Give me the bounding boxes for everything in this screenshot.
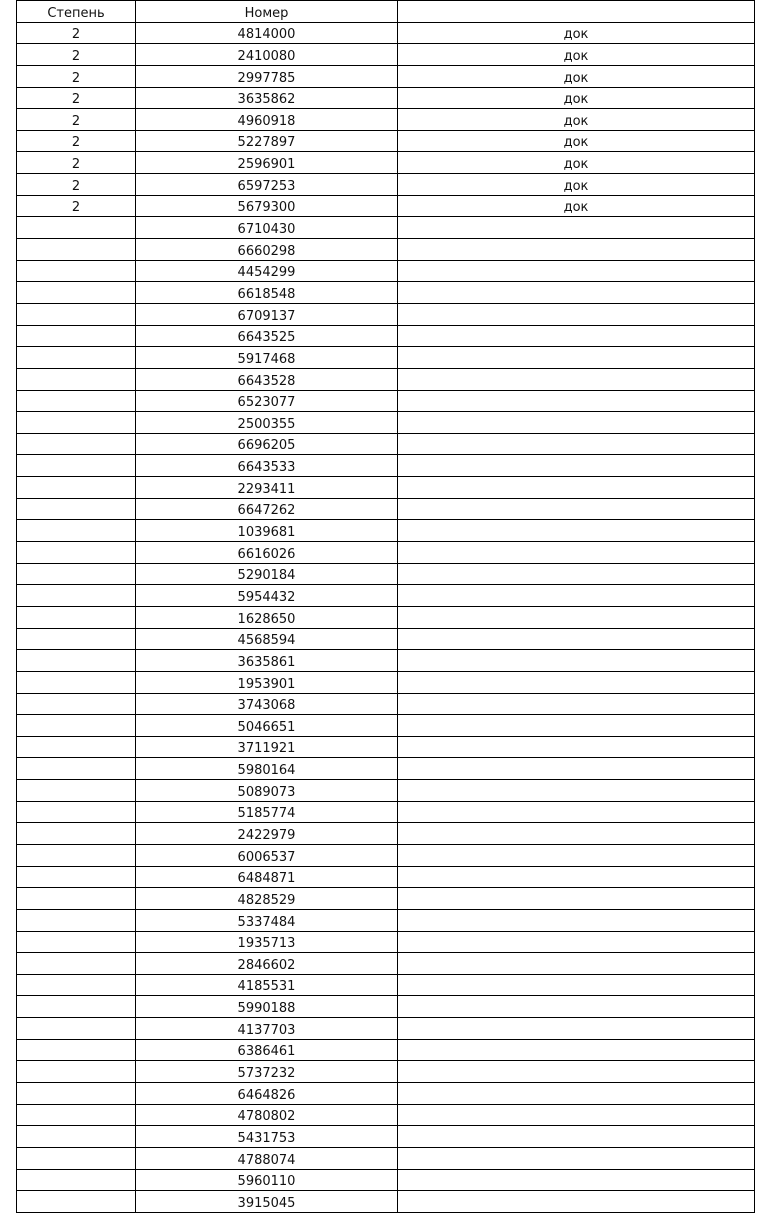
table-row xyxy=(17,931,755,953)
table-row xyxy=(17,909,755,931)
cell-degree xyxy=(17,260,136,282)
cell-note xyxy=(398,325,755,347)
cell-number: 6660298 xyxy=(136,239,398,261)
cell-number: 1039681 xyxy=(136,520,398,542)
cell-note xyxy=(398,823,755,845)
cell-number: 4137703 xyxy=(136,1018,398,1040)
table-row xyxy=(17,715,755,737)
cell-degree xyxy=(17,1039,136,1061)
table-row xyxy=(17,563,755,585)
cell-degree xyxy=(17,1018,136,1040)
cell-degree xyxy=(17,303,136,325)
cell-note xyxy=(398,303,755,325)
cell-degree xyxy=(17,628,136,650)
table-row xyxy=(17,671,755,693)
cell-number: 6709137 xyxy=(136,303,398,325)
cell-note xyxy=(398,780,755,802)
cell-number: 6484871 xyxy=(136,866,398,888)
table-row xyxy=(17,628,755,650)
table-row xyxy=(17,260,755,282)
cell-degree xyxy=(17,412,136,434)
table-row xyxy=(17,844,755,866)
table-row xyxy=(17,953,755,975)
table-row xyxy=(17,585,755,607)
cell-degree xyxy=(17,542,136,564)
cell-number: 6006537 xyxy=(136,844,398,866)
cell-number: 6710430 xyxy=(136,217,398,239)
header-row xyxy=(17,1,755,23)
cell-number: 2500355 xyxy=(136,412,398,434)
cell-note xyxy=(398,931,755,953)
table-row xyxy=(17,1147,755,1169)
cell-number: 4814000 xyxy=(136,22,398,44)
table-row xyxy=(17,888,755,910)
cell-degree xyxy=(17,931,136,953)
cell-number: 6386461 xyxy=(136,1039,398,1061)
cell-note: док xyxy=(398,65,755,87)
table-row xyxy=(17,303,755,325)
table-row xyxy=(17,1039,755,1061)
cell-degree xyxy=(17,1083,136,1105)
cell-degree xyxy=(17,801,136,823)
cell-number: 1628650 xyxy=(136,606,398,628)
cell-note xyxy=(398,1169,755,1191)
cell-note xyxy=(398,888,755,910)
table-row xyxy=(17,1083,755,1105)
table-row xyxy=(17,195,755,217)
cell-note xyxy=(398,347,755,369)
cell-number: 2293411 xyxy=(136,477,398,499)
cell-note xyxy=(398,1039,755,1061)
cell-degree xyxy=(17,606,136,628)
cell-number: 5980164 xyxy=(136,758,398,780)
table-row xyxy=(17,736,755,758)
cell-degree xyxy=(17,1169,136,1191)
table-row xyxy=(17,498,755,520)
cell-degree xyxy=(17,780,136,802)
cell-number: 6643533 xyxy=(136,455,398,477)
cell-note xyxy=(398,498,755,520)
table-row xyxy=(17,650,755,672)
cell-degree xyxy=(17,585,136,607)
cell-number: 5917468 xyxy=(136,347,398,369)
cell-number: 6643525 xyxy=(136,325,398,347)
cell-note: док xyxy=(398,109,755,131)
cell-note: док xyxy=(398,87,755,109)
cell-degree xyxy=(17,758,136,780)
cell-degree xyxy=(17,1061,136,1083)
cell-degree xyxy=(17,217,136,239)
table-row xyxy=(17,542,755,564)
cell-degree xyxy=(17,477,136,499)
cell-degree: 2 xyxy=(17,22,136,44)
cell-number: 6647262 xyxy=(136,498,398,520)
table-row xyxy=(17,801,755,823)
cell-note xyxy=(398,455,755,477)
cell-note xyxy=(398,650,755,672)
cell-number: 1953901 xyxy=(136,671,398,693)
cell-degree xyxy=(17,866,136,888)
cell-note xyxy=(398,801,755,823)
cell-note xyxy=(398,390,755,412)
table-row xyxy=(17,412,755,434)
cell-degree xyxy=(17,693,136,715)
cell-number: 4185531 xyxy=(136,974,398,996)
cell-note xyxy=(398,909,755,931)
cell-number: 6643528 xyxy=(136,368,398,390)
cell-number: 6464826 xyxy=(136,1083,398,1105)
cell-number: 4828529 xyxy=(136,888,398,910)
cell-degree xyxy=(17,282,136,304)
cell-note xyxy=(398,1018,755,1040)
table-row xyxy=(17,1169,755,1191)
cell-degree: 2 xyxy=(17,152,136,174)
cell-number: 3711921 xyxy=(136,736,398,758)
cell-degree xyxy=(17,1104,136,1126)
cell-number: 5046651 xyxy=(136,715,398,737)
cell-degree xyxy=(17,433,136,455)
cell-number: 6618548 xyxy=(136,282,398,304)
cell-number: 5954432 xyxy=(136,585,398,607)
cell-degree xyxy=(17,325,136,347)
cell-degree xyxy=(17,390,136,412)
cell-number: 6696205 xyxy=(136,433,398,455)
cell-note xyxy=(398,433,755,455)
cell-note xyxy=(398,974,755,996)
cell-note: док xyxy=(398,130,755,152)
table-row xyxy=(17,433,755,455)
cell-degree xyxy=(17,844,136,866)
cell-number: 1935713 xyxy=(136,931,398,953)
cell-note xyxy=(398,217,755,239)
table-row xyxy=(17,455,755,477)
cell-degree xyxy=(17,498,136,520)
header-number: Номер xyxy=(136,1,398,23)
cell-degree xyxy=(17,347,136,369)
cell-note xyxy=(398,606,755,628)
cell-degree xyxy=(17,715,136,737)
table-row xyxy=(17,1126,755,1148)
cell-number: 5990188 xyxy=(136,996,398,1018)
cell-number: 5431753 xyxy=(136,1126,398,1148)
cell-degree: 2 xyxy=(17,44,136,66)
cell-degree: 2 xyxy=(17,87,136,109)
table-row xyxy=(17,44,755,66)
cell-number: 3635862 xyxy=(136,87,398,109)
table-row xyxy=(17,823,755,845)
cell-degree: 2 xyxy=(17,130,136,152)
cell-note xyxy=(398,368,755,390)
cell-number: 2410080 xyxy=(136,44,398,66)
cell-degree xyxy=(17,1147,136,1169)
cell-note: док xyxy=(398,152,755,174)
cell-number: 5960110 xyxy=(136,1169,398,1191)
table-row xyxy=(17,758,755,780)
cell-note xyxy=(398,477,755,499)
cell-degree xyxy=(17,650,136,672)
table-row xyxy=(17,325,755,347)
cell-degree xyxy=(17,974,136,996)
cell-number: 2422979 xyxy=(136,823,398,845)
cell-note xyxy=(398,996,755,1018)
table-row xyxy=(17,520,755,542)
cell-number: 5185774 xyxy=(136,801,398,823)
cell-degree xyxy=(17,888,136,910)
cell-number: 2846602 xyxy=(136,953,398,975)
cell-note xyxy=(398,844,755,866)
cell-degree xyxy=(17,239,136,261)
cell-note xyxy=(398,542,755,564)
cell-degree xyxy=(17,996,136,1018)
cell-note xyxy=(398,239,755,261)
table-row xyxy=(17,152,755,174)
cell-degree xyxy=(17,368,136,390)
cell-degree xyxy=(17,671,136,693)
cell-number: 2997785 xyxy=(136,65,398,87)
cell-degree xyxy=(17,909,136,931)
cell-number: 6597253 xyxy=(136,174,398,196)
table-row xyxy=(17,239,755,261)
cell-degree xyxy=(17,563,136,585)
cell-degree xyxy=(17,953,136,975)
table-row xyxy=(17,130,755,152)
cell-note: док xyxy=(398,22,755,44)
cell-number: 6616026 xyxy=(136,542,398,564)
cell-degree: 2 xyxy=(17,174,136,196)
cell-number: 4780802 xyxy=(136,1104,398,1126)
table-row xyxy=(17,1104,755,1126)
cell-degree: 2 xyxy=(17,195,136,217)
cell-note xyxy=(398,282,755,304)
table-row xyxy=(17,87,755,109)
table-row xyxy=(17,606,755,628)
cell-number: 3915045 xyxy=(136,1191,398,1213)
cell-degree xyxy=(17,736,136,758)
table-row xyxy=(17,996,755,1018)
cell-note xyxy=(398,1104,755,1126)
table-row xyxy=(17,22,755,44)
cell-degree xyxy=(17,1126,136,1148)
cell-number: 6523077 xyxy=(136,390,398,412)
table-row xyxy=(17,390,755,412)
table-row xyxy=(17,174,755,196)
cell-note xyxy=(398,520,755,542)
table-row xyxy=(17,109,755,131)
cell-note xyxy=(398,693,755,715)
cell-degree: 2 xyxy=(17,109,136,131)
header-note xyxy=(398,1,755,23)
table-row xyxy=(17,974,755,996)
cell-note xyxy=(398,671,755,693)
table-row xyxy=(17,1018,755,1040)
cell-note xyxy=(398,1147,755,1169)
cell-number: 5290184 xyxy=(136,563,398,585)
header-degree: Степень xyxy=(17,1,136,23)
cell-note xyxy=(398,585,755,607)
cell-degree xyxy=(17,1191,136,1213)
cell-note xyxy=(398,628,755,650)
table-body xyxy=(17,1,755,1213)
table-row xyxy=(17,693,755,715)
cell-note xyxy=(398,736,755,758)
cell-number: 4960918 xyxy=(136,109,398,131)
cell-degree xyxy=(17,455,136,477)
cell-note xyxy=(398,1191,755,1213)
cell-note: док xyxy=(398,174,755,196)
cell-number: 4454299 xyxy=(136,260,398,282)
records-table xyxy=(16,0,755,1213)
table-row xyxy=(17,1191,755,1213)
cell-note xyxy=(398,1126,755,1148)
table-row xyxy=(17,368,755,390)
table-row xyxy=(17,1061,755,1083)
table-row xyxy=(17,477,755,499)
cell-note xyxy=(398,866,755,888)
cell-number: 3635861 xyxy=(136,650,398,672)
cell-number: 4788074 xyxy=(136,1147,398,1169)
cell-number: 5737232 xyxy=(136,1061,398,1083)
cell-number: 5679300 xyxy=(136,195,398,217)
cell-number: 5337484 xyxy=(136,909,398,931)
cell-note xyxy=(398,758,755,780)
cell-degree: 2 xyxy=(17,65,136,87)
cell-degree xyxy=(17,520,136,542)
table-row xyxy=(17,282,755,304)
cell-note xyxy=(398,260,755,282)
cell-note xyxy=(398,412,755,434)
cell-number: 5089073 xyxy=(136,780,398,802)
table-row xyxy=(17,866,755,888)
cell-number: 5227897 xyxy=(136,130,398,152)
cell-note xyxy=(398,1061,755,1083)
cell-number: 3743068 xyxy=(136,693,398,715)
cell-note xyxy=(398,1083,755,1105)
cell-note: док xyxy=(398,195,755,217)
table-row xyxy=(17,65,755,87)
table-row xyxy=(17,217,755,239)
cell-note xyxy=(398,715,755,737)
table-row xyxy=(17,347,755,369)
cell-note xyxy=(398,953,755,975)
cell-degree xyxy=(17,823,136,845)
cell-note xyxy=(398,563,755,585)
cell-note: док xyxy=(398,44,755,66)
cell-number: 2596901 xyxy=(136,152,398,174)
cell-number: 4568594 xyxy=(136,628,398,650)
table-row xyxy=(17,780,755,802)
